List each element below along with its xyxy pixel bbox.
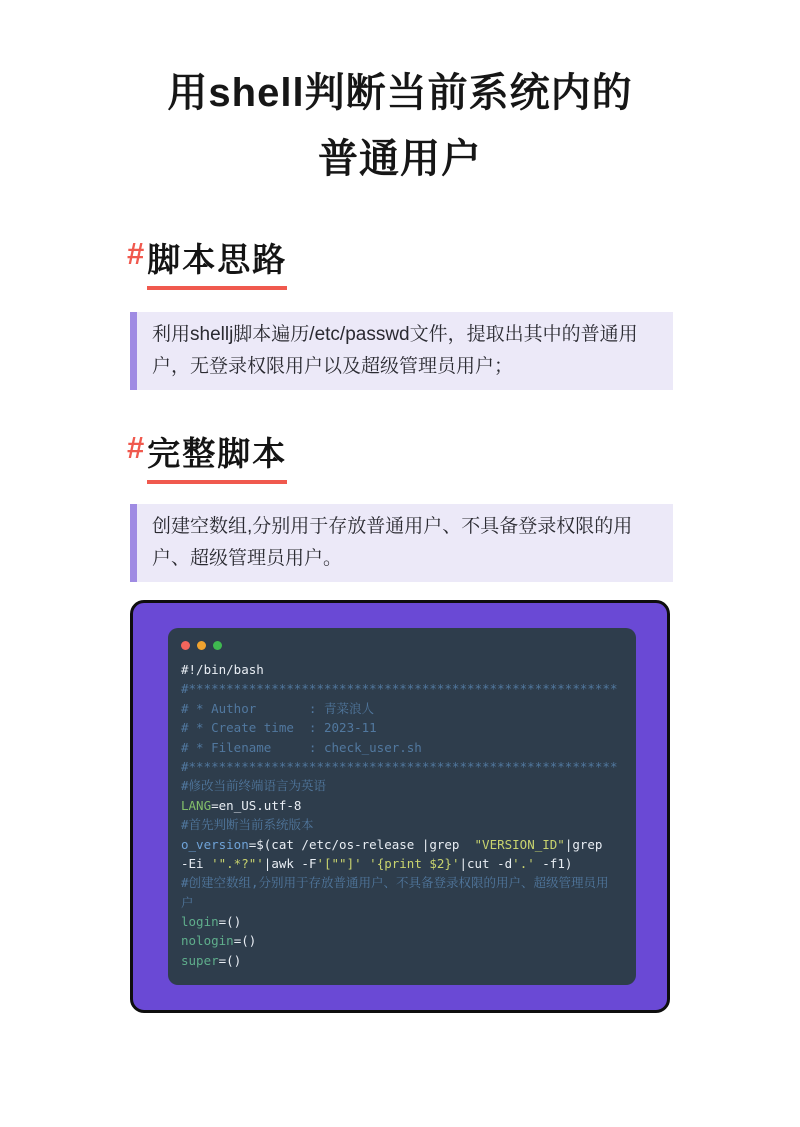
code-segment-plain: -f1) xyxy=(534,855,573,871)
hash-mark: # xyxy=(127,430,145,465)
code-segment-comment: # * Author : 青菜浪人 xyxy=(181,700,374,716)
code-segment-teal: login xyxy=(181,914,219,930)
code-line xyxy=(181,951,624,970)
code-segment-str: "VERSION_ID" xyxy=(474,836,565,852)
section-header-full-script xyxy=(127,428,800,484)
terminal-traffic-lights xyxy=(181,641,624,650)
code-segment-comment: #首先判断当前系统版本 xyxy=(181,817,314,833)
code-line xyxy=(181,776,624,795)
code-segment-comment: #修改当前终端语言为英语 xyxy=(181,778,327,794)
code-segment-comment: #********************************************************* xyxy=(181,681,618,697)
code-segment-green: LANG xyxy=(181,797,212,813)
quote-block-full-script xyxy=(130,504,673,582)
code-segment-plain: #!/bin/bash xyxy=(181,662,264,677)
code-segment-str: '{print $2}' xyxy=(369,855,460,871)
section-title: 完整脚本 xyxy=(147,428,287,484)
code-segment-comment: 户 xyxy=(181,894,194,910)
code-segment-comment: # * Filename : check_user.sh xyxy=(181,739,422,755)
code-line xyxy=(181,854,624,873)
code-line xyxy=(181,679,624,698)
code-segment-plain: =$(cat /etc/os-release |grep xyxy=(248,836,475,852)
code-segment-teal: super xyxy=(181,952,219,968)
code-line xyxy=(181,699,624,718)
code-line xyxy=(181,796,624,815)
code-line xyxy=(181,912,624,931)
shell-code-block xyxy=(181,660,624,970)
code-line xyxy=(181,835,624,854)
quote-block-script-idea xyxy=(130,312,673,390)
code-segment-plain: |awk -F xyxy=(263,855,317,871)
code-line xyxy=(181,757,624,776)
page-title-line1: 用shell判断当前系统内的 xyxy=(167,71,633,115)
terminal-window xyxy=(168,628,636,985)
code-segment-plain: -Ei xyxy=(181,855,212,871)
code-line xyxy=(181,893,624,912)
code-line xyxy=(181,738,624,757)
code-segment-plain: en_US.utf-8 xyxy=(218,797,302,813)
dot-yellow-icon xyxy=(197,641,206,650)
page-title-line2: 普通用户 xyxy=(318,137,482,181)
code-line xyxy=(181,931,624,950)
code-line xyxy=(181,873,624,892)
code-segment-comment: #创建空数组,分别用于存放普通用户、不具备登录权限的用户、超级管理员用 xyxy=(181,875,609,891)
code-segment-var: o_version xyxy=(181,836,249,852)
code-segment-comment: #********************************************************* xyxy=(181,758,618,774)
section-header-script-idea xyxy=(127,234,800,290)
code-segment-plain: = xyxy=(211,797,219,813)
code-segment-str: '".*?"' xyxy=(211,855,264,871)
section-title: 脚本思路 xyxy=(147,234,287,290)
dot-green-icon xyxy=(213,641,222,650)
quote-text: 创建空数组,分别用于存放普通用户、不具备登录权限的用户、超级管理员用户。 xyxy=(152,516,633,569)
code-segment-plain: =() xyxy=(218,914,242,930)
code-segment-teal: nologin xyxy=(181,933,234,949)
code-card xyxy=(130,600,670,1013)
quote-text: 利用shellj脚本遍历/etc/passwd文件，提取出其中的普通用户，无登录权限用户以及超级管理员用户； xyxy=(152,324,638,377)
hash-mark: # xyxy=(127,236,145,271)
code-segment-str: '.' xyxy=(512,855,535,871)
page-title xyxy=(0,0,800,192)
code-line xyxy=(181,660,624,679)
code-line xyxy=(181,815,624,834)
code-line xyxy=(181,718,624,737)
code-segment-plain: =() xyxy=(233,933,257,949)
dot-red-icon xyxy=(181,641,190,650)
code-segment-plain: |cut -d xyxy=(459,855,513,871)
code-segment-str: '[""]' xyxy=(316,855,362,871)
code-segment-plain: |grep xyxy=(564,836,603,852)
code-segment-comment: # * Create time : 2023-11 xyxy=(181,720,377,736)
code-segment-plain: =() xyxy=(218,952,242,968)
